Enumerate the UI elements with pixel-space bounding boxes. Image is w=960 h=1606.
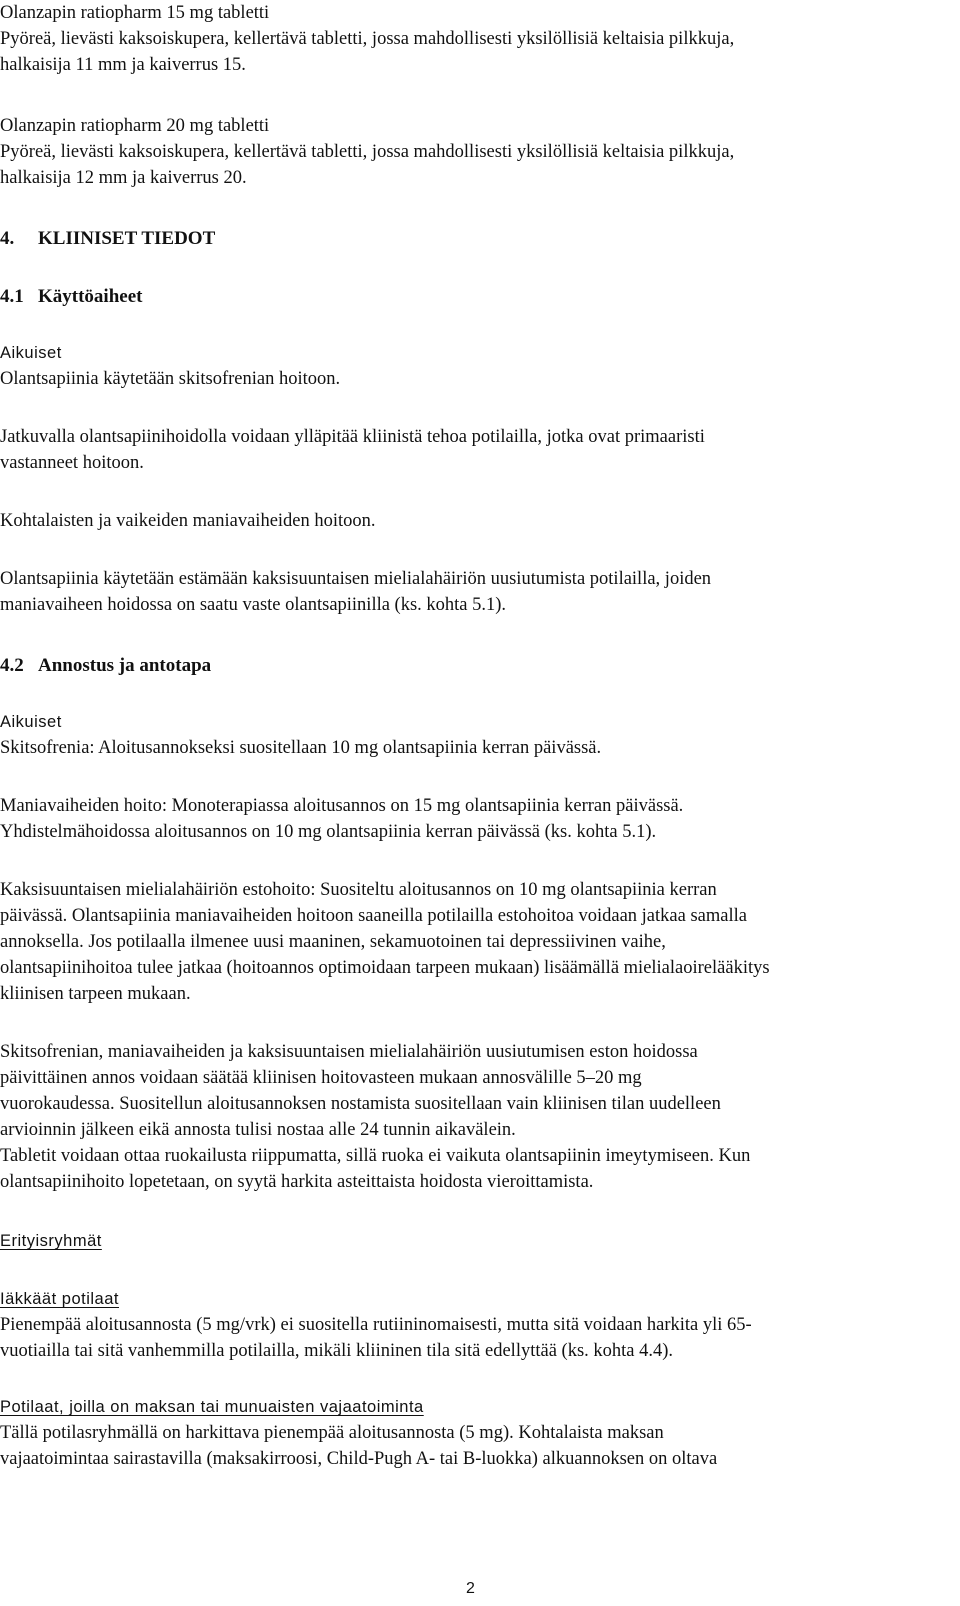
text-line: arvioinnin jälkeen eikä annosta tulisi nostaa alle 24 tunnin aikavälein. bbox=[0, 1120, 516, 1140]
text-line: Kaksisuuntaisen mielialahäiriön estohoito: Suositeltu aloitusannos on 10 mg olantsapiinia kerran bbox=[0, 880, 717, 900]
subheading: Iäkkäät potilaat bbox=[0, 1290, 119, 1308]
text-line: vuotiailla tai sitä vanhemmilla potilailla, mikäli kliininen tila sitä edellyttää (ks. kohta 4.4). bbox=[0, 1341, 674, 1361]
text-line: Olantsapiinia käytetään estämään kaksisuuntaisen mielialahäiriön uusiutumista potilailla, joiden bbox=[0, 569, 712, 589]
text-line: Skitsofrenia: Aloitusannokseksi suositellaan 10 mg olantsapiinia kerran päivässä. bbox=[0, 738, 602, 758]
text-line: Tabletit voidaan ottaa ruokailusta riippumatta, sillä ruoka ei vaikuta olantsapiinin imeytymiseen. Kun bbox=[0, 1146, 751, 1166]
text-line: Olantsapiinia käytetään skitsofrenian hoitoon. bbox=[0, 369, 341, 389]
section-number: 4. bbox=[0, 228, 15, 249]
text-line: halkaisija 12 mm ja kaiverrus 20. bbox=[0, 168, 247, 188]
section-heading bbox=[0, 226, 215, 252]
text-line: päivässä. Olantsapiinia maniavaiheiden hoitoon saaneilla potilailla estohoitoa voidaan jatkaa samalla bbox=[0, 906, 747, 926]
text-line: Pyöreä, lievästi kaksoiskupera, kellertävä tabletti, jossa mahdollisesti yksilöllisiä keltaisia pilkkuja, bbox=[0, 29, 735, 49]
text-line: halkaisija 11 mm ja kaiverrus 15. bbox=[0, 55, 246, 75]
text-line: vastanneet hoitoon. bbox=[0, 453, 144, 473]
text-line: maniavaiheen hoidossa on saatu vaste olantsapiinilla (ks. kohta 5.1). bbox=[0, 595, 507, 615]
text-line: Skitsofrenian, maniavaiheiden ja kaksisuuntaisen mielialahäiriön uusiutumisen eston hoidossa bbox=[0, 1042, 698, 1062]
text-line: päivittäinen annos voidaan säätää kliinisen hoitovasteen mukaan annosvälille 5–20 mg bbox=[0, 1068, 642, 1088]
section-number: 4.1 bbox=[0, 286, 24, 307]
text-line: vuorokaudessa. Suositellun aloitusannoksen nostamista suositellaan vain kliinisen tilan uudelleen bbox=[0, 1094, 721, 1114]
text-line: Tällä potilasryhmällä on harkittava pienempää aloitusannosta (5 mg). Kohtalaista maksan bbox=[0, 1423, 664, 1443]
section-number: 4.2 bbox=[0, 655, 24, 676]
subheading: Potilaat, joilla on maksan tai munuaisten vajaatoiminta bbox=[0, 1398, 424, 1416]
section-title: KLIINISET TIEDOT bbox=[38, 228, 216, 249]
text-line: Yhdistelmähoidossa aloitusannos on 10 mg olantsapiinia kerran päivässä (ks. kohta 5.1). bbox=[0, 822, 657, 842]
page-number: 2 bbox=[466, 1580, 475, 1597]
text-line: kliinisen tarpeen mukaan. bbox=[0, 984, 191, 1004]
text-line: annoksella. Jos potilaalla ilmenee uusi maaninen, sekamuotoinen tai depressiivinen vaihe, bbox=[0, 932, 666, 952]
text-line: Pienempää aloitusannosta (5 mg/vrk) ei suositella rutiininomaisesti, mutta sitä voidaan harkita yli 65- bbox=[0, 1315, 752, 1335]
text-line: Maniavaiheiden hoito: Monoterapiassa aloitusannos on 15 mg olantsapiinia kerran päivässä. bbox=[0, 796, 684, 816]
subheading: Aikuiset bbox=[0, 713, 62, 731]
section-heading bbox=[0, 653, 211, 679]
section-heading bbox=[0, 284, 142, 310]
text-line: Olanzapin ratiopharm 15 mg tabletti bbox=[0, 3, 270, 23]
section-title: Annostus ja antotapa bbox=[38, 655, 212, 676]
text-line: olantsapiinihoitoa tulee jatkaa (hoitoannos optimoidaan tarpeen mukaan) lisäämällä mielialaoirelääkitys bbox=[0, 958, 770, 978]
subheading: Erityisryhmät bbox=[0, 1232, 102, 1250]
text-line: Kohtalaisten ja vaikeiden maniavaiheiden hoitoon. bbox=[0, 511, 376, 531]
text-line: Jatkuvalla olantsapiinihoidolla voidaan ylläpitää kliinistä tehoa potilailla, jotka ovat primaaristi bbox=[0, 427, 705, 447]
text-line: Olanzapin ratiopharm 20 mg tabletti bbox=[0, 116, 270, 136]
text-line: olantsapiinihoito lopetetaan, on syytä harkita asteittaista hoidosta vieroittamista. bbox=[0, 1172, 594, 1192]
text-line: vajaatoimintaa sairastavilla (maksakirroosi, Child-Pugh A- tai B-luokka) alkuannoksen on oltava bbox=[0, 1449, 718, 1469]
text-line: Pyöreä, lievästi kaksoiskupera, kellertävä tabletti, jossa mahdollisesti yksilöllisiä keltaisia pilkkuja, bbox=[0, 142, 735, 162]
subheading: Aikuiset bbox=[0, 344, 62, 362]
section-title: Käyttöaiheet bbox=[38, 286, 143, 307]
